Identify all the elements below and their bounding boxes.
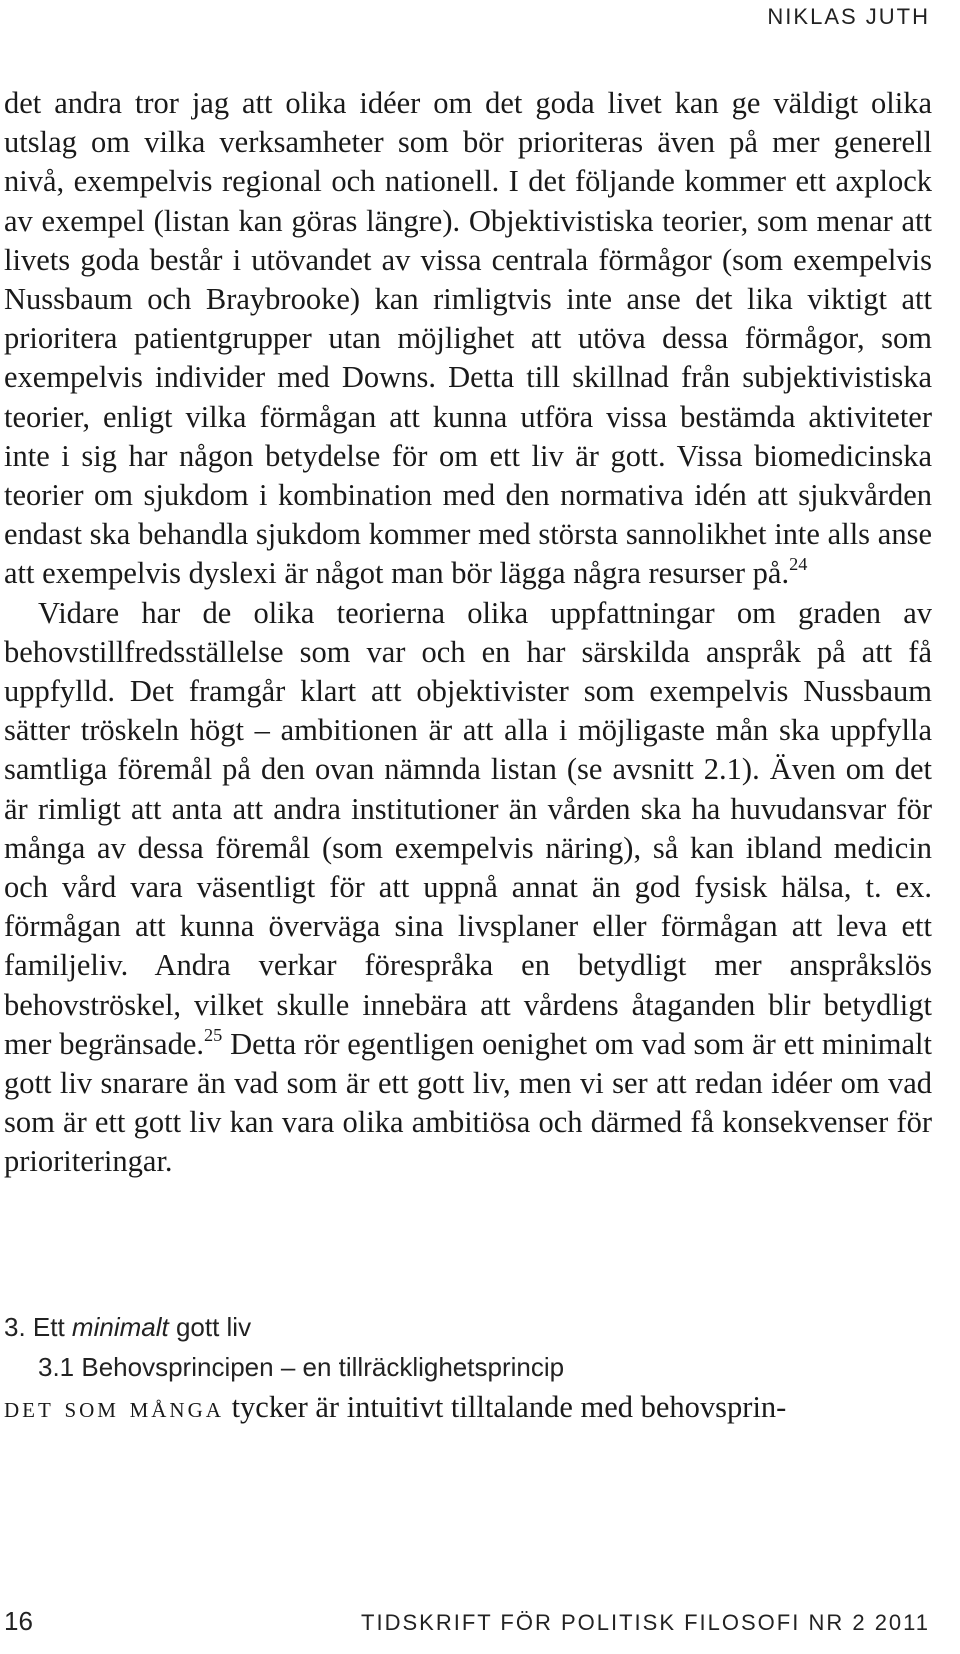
footnote-ref-24[interactable]: 24 (789, 554, 808, 575)
opening-text: tycker är intuitivt tilltalande med behovsprin- (223, 1390, 787, 1424)
page-number: 16 (4, 1606, 33, 1636)
footnote-ref-25[interactable]: 25 (204, 1025, 223, 1046)
paragraph-2-text-b: Detta rör egentligen oenighet om vad som är ett minimalt gott liv snarare än vad som är ett gott liv, men vi ser att redan idéer om vad som är ett gott liv kan vara olika ambitiösa och därmed få konsekvenser för prioriteringar. (4, 1026, 932, 1179)
running-head: NIKLAS JUTH (767, 4, 930, 29)
section-heading-emphasis: minimalt (71, 1312, 169, 1342)
opening-line (4, 1388, 786, 1427)
body-text (0, 84, 960, 1182)
section-heading-rest: gott liv (168, 1312, 252, 1342)
opening-smallcaps: det som många (4, 1390, 224, 1424)
paragraph-1 (4, 84, 932, 594)
paragraph-1-text: det andra tror jag att olika idéer om det goda livet kan ge väldigt olika utslag om vilka verksamheter som bör prioriteras även på mer generell nivå, exempelvis regional och nationell. I det följande kommer ett axplock av exempel (listan kan göras längre). Objektivistiska teorier, som menar att livets goda består i utövandet av vissa centrala förmågor (som exempelvis Nussbaum och Braybrooke) kan rimligtvis inte anse det lika viktigt att prioritera patientgrupper utan möjlighet att utöva dessa förmågor, som exempelvis individer med Downs. Detta till skillnad från subjektivistiska teorier, enligt vilka förmågan att kunna utföra vissa bestämda aktiviteter inte i sig har någon betydelse för om ett liv är gott. Vissa biomedicinska teorier om sjukdom i kombination med den normativa idén att sjukvården endast ska behandla sjukdom kommer med största sannolikhet inte alls anse att exempelvis dyslexi är något man bör lägga några resurser på. (4, 86, 932, 591)
section-heading-number: 3. Ett (4, 1312, 72, 1342)
section-heading (4, 1312, 251, 1343)
paragraph-2 (4, 594, 932, 1182)
page-footer (4, 1606, 930, 1637)
subsection-heading: 3.1 Behovsprincipen – en tillräcklighetsprincip (38, 1352, 565, 1382)
paragraph-2-text-a: Vidare har de olika teorierna olika uppfattningar om graden av behovstillfredsställelse som var och en har särskilda anspråk på att få uppfylld. Det framgår klart att objektivister som exempelvis Nussbaum sätter tröskeln högt – ambitionen är att alla i möjligaste mån ska uppfylla samtliga föremål på den ovan nämnda listan (se avsnitt 2.1). Även om det är rimligt att anta att andra institutioner än vården ska ha huvudansvar för många av dessa föremål (som exempelvis näring), så kan ibland medicin och vård vara väsentligt för att uppnå annat än god fysisk hälsa, t. ex. förmågan att kunna överväga sina livsplaner eller förmågan att leva ett familjeliv. Andra verkar förespråka en betydligt mer anspråkslös behovströskel, vilket skulle innebära att vårdens åtaganden blir betydligt mer begränsade. (4, 595, 932, 1061)
journal-name: TIDSKRIFT FÖR POLITISK FILOSOFI NR 2 2011 (361, 1610, 930, 1635)
